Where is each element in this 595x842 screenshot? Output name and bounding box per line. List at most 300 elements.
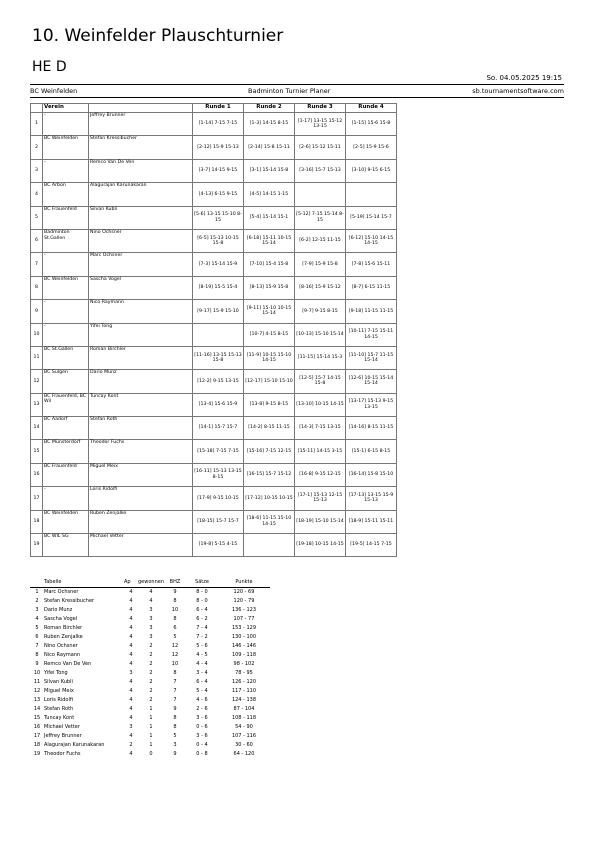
round-result: [9-18] 11-15 11-15 bbox=[346, 300, 397, 323]
player-row bbox=[31, 253, 397, 276]
player-row bbox=[31, 323, 397, 346]
round-result: [12-6] 10-15 15-14 15-14 bbox=[346, 370, 397, 393]
standings-points: 98 - 102 bbox=[233, 661, 255, 667]
standings-sets: 4 - 6 bbox=[196, 697, 208, 703]
round-result: [5-12] 7-15 15-14 8-15 bbox=[295, 206, 346, 229]
player-club: BC Frauenfeld bbox=[43, 463, 89, 486]
player-number: 12 bbox=[31, 370, 43, 393]
player-number: 10 bbox=[31, 323, 43, 346]
round-result: [13-8] 9-15 8-15 bbox=[244, 393, 295, 416]
player-club: BC Weinfelden bbox=[43, 276, 89, 299]
standings-played: 2 bbox=[129, 742, 133, 748]
standings-position: 4 bbox=[35, 616, 39, 622]
player-club: BC Frauenfeld bbox=[43, 206, 89, 229]
standings-player-name: Loris Ridolfi bbox=[44, 697, 74, 703]
standings-points: 107 - 116 bbox=[231, 733, 257, 739]
standings-bhz: 10 bbox=[171, 661, 179, 667]
header-row bbox=[30, 86, 564, 97]
standings-row bbox=[30, 669, 270, 678]
standings-row bbox=[30, 723, 270, 732]
player-name: Ruben Zenjalke bbox=[89, 510, 193, 533]
player-number: 17 bbox=[31, 487, 43, 510]
player-number: 9 bbox=[31, 300, 43, 323]
standings-sets: 4 - 5 bbox=[196, 652, 208, 658]
player-club: - bbox=[43, 487, 89, 510]
player-number: 6 bbox=[31, 229, 43, 252]
standings-played: 4 bbox=[129, 715, 133, 721]
standings-sets: 7 - 2 bbox=[196, 634, 208, 640]
round-result: [18-19] 15-10 15-14 bbox=[295, 510, 346, 533]
round-result: [18-6] 11-15 15-10 14-15 bbox=[244, 510, 295, 533]
standings-points: 54 - 90 bbox=[235, 724, 253, 730]
player-row bbox=[31, 510, 397, 533]
standings-sets: 2 - 6 bbox=[196, 706, 208, 712]
player-number: 11 bbox=[31, 346, 43, 369]
standings-sets: 0 - 6 bbox=[196, 724, 208, 730]
standings-row bbox=[30, 597, 270, 606]
standings-played: 4 bbox=[129, 589, 133, 595]
standings-played: 4 bbox=[129, 751, 133, 757]
round-result: [8-7] 6-15 11-15 bbox=[346, 276, 397, 299]
standings-player-name: Nino Ochsner bbox=[44, 643, 78, 649]
round-result: [15-18] 7-15 7-15 bbox=[193, 440, 244, 463]
round-result: [11-10] 15-7 11-15 15-14 bbox=[346, 346, 397, 369]
round-result: [6-18] 15-11 10-15 15-14 bbox=[244, 229, 295, 252]
standings-won: 1 bbox=[149, 733, 153, 739]
player-name: Remco Van De Ven bbox=[89, 159, 193, 182]
standings-bhz: 9 bbox=[173, 706, 177, 712]
round-result: [4-13] 6-15 9-15 bbox=[193, 183, 244, 206]
standings-played: 3 bbox=[129, 724, 133, 730]
player-name: Alagurajan Karunakaran bbox=[89, 183, 193, 206]
round-result: [12-2] 9-15 13-15 bbox=[193, 370, 244, 393]
standings-header-sets: Sätze bbox=[186, 578, 218, 588]
round-result: [11-15] 15-14 15-3 bbox=[295, 346, 346, 369]
standings-header-won: gewonnen bbox=[138, 578, 164, 588]
player-number: 15 bbox=[31, 440, 43, 463]
standings-table bbox=[30, 578, 270, 759]
round-result: [14-1] 15-7 15-7 bbox=[193, 417, 244, 440]
round-result: [19-8] 5-15 4-15 bbox=[193, 534, 244, 557]
standings-won: 2 bbox=[149, 643, 153, 649]
round-result: [8-16] 15-9 15-12 bbox=[295, 276, 346, 299]
standings-won: 2 bbox=[149, 688, 153, 694]
grid-body bbox=[31, 113, 397, 557]
round-result: [13-17] 15-13 9-15 13-15 bbox=[346, 393, 397, 416]
player-club: BC Münsterdorf bbox=[43, 440, 89, 463]
standings-row bbox=[30, 696, 270, 705]
standings-position: 18 bbox=[33, 742, 41, 748]
standings-won: 2 bbox=[149, 661, 153, 667]
standings-bhz: 10 bbox=[171, 607, 179, 613]
standings-player-name: Stefan Kressibucher bbox=[44, 598, 95, 604]
round-result: [9-17] 15-9 15-10 bbox=[193, 300, 244, 323]
draw-name: HE D bbox=[32, 59, 67, 75]
standings-row bbox=[30, 588, 270, 598]
player-row bbox=[31, 393, 397, 416]
round-result: [19-18] 10-15 14-15 bbox=[295, 534, 346, 557]
standings-won: 1 bbox=[149, 742, 153, 748]
standings-player-name: Silvan Kubli bbox=[44, 679, 73, 685]
standings-won: 2 bbox=[149, 679, 153, 685]
standings-won: 3 bbox=[149, 616, 153, 622]
standings-played: 4 bbox=[129, 616, 133, 622]
standings-position: 9 bbox=[35, 661, 39, 667]
standings-played: 4 bbox=[129, 679, 133, 685]
standings-row bbox=[30, 741, 270, 750]
standings-won: 2 bbox=[149, 652, 153, 658]
round-result: [15-16] 7-15 12-15 bbox=[244, 440, 295, 463]
player-number: 18 bbox=[31, 510, 43, 533]
player-club: - bbox=[43, 159, 89, 182]
round-result: [5-19] 15-14 15-7 bbox=[346, 206, 397, 229]
player-row bbox=[31, 113, 397, 136]
player-name: Stefan Kressibucher bbox=[89, 136, 193, 159]
player-name: Michael Vetter bbox=[89, 534, 193, 557]
standings-points: 153 - 129 bbox=[231, 625, 257, 631]
round-result: [1-17] 13-15 15-12 13-15 bbox=[295, 113, 346, 136]
round-grid bbox=[30, 103, 397, 557]
round-result: [7-8] 15-6 15-11 bbox=[346, 253, 397, 276]
player-number: 19 bbox=[31, 534, 43, 557]
standings-bhz: 8 bbox=[173, 670, 177, 676]
standings-played: 4 bbox=[129, 598, 133, 604]
planner-name: Badminton Turnier Planer bbox=[248, 87, 331, 95]
standings-bhz: 8 bbox=[173, 598, 177, 604]
grid-header-round-2: Runde 2 bbox=[244, 104, 295, 113]
standings-points: 124 - 138 bbox=[231, 697, 257, 703]
player-club: BC Weinfelden bbox=[43, 136, 89, 159]
round-result: [7-10] 15-4 15-8 bbox=[244, 253, 295, 276]
round-result: [10-11] 7-15 15-11 14-15 bbox=[346, 323, 397, 346]
round-result bbox=[244, 534, 295, 557]
standings-player-name: Michael Vetter bbox=[44, 724, 80, 730]
standings-bhz: 12 bbox=[171, 652, 179, 658]
standings-sets: 0 - 4 bbox=[196, 742, 208, 748]
player-name: Loris Ridolfi bbox=[89, 487, 193, 510]
standings-bhz: 8 bbox=[173, 724, 177, 730]
standings-bhz: 5 bbox=[173, 634, 177, 640]
player-club: BC Arbon bbox=[43, 183, 89, 206]
standings-player-name: Yifei Tong bbox=[44, 670, 68, 676]
standings-played: 3 bbox=[129, 670, 133, 676]
standings-won: 3 bbox=[149, 634, 153, 640]
round-result: [16-15] 15-7 15-12 bbox=[244, 463, 295, 486]
standings-sets: 4 - 4 bbox=[196, 661, 208, 667]
player-row bbox=[31, 534, 397, 557]
standings-played: 4 bbox=[129, 661, 133, 667]
standings-points: 146 - 146 bbox=[231, 643, 257, 649]
round-result: [16-11] 15-13 13-15 8-15 bbox=[193, 463, 244, 486]
player-name: Miguel Meix bbox=[89, 463, 193, 486]
standings-row bbox=[30, 660, 270, 669]
standings-bhz: 7 bbox=[173, 697, 177, 703]
standings-position: 12 bbox=[33, 688, 41, 694]
round-result: [17-1] 15-13 12-15 15-13 bbox=[295, 487, 346, 510]
standings-player-name: Theodor Fuchs bbox=[44, 751, 81, 757]
standings-sets: 8 - 0 bbox=[196, 589, 208, 595]
round-result bbox=[346, 183, 397, 206]
player-name: Nico Raymann bbox=[89, 300, 193, 323]
standings-position: 7 bbox=[35, 643, 39, 649]
standings-played: 4 bbox=[129, 625, 133, 631]
standings-bhz: 6 bbox=[173, 625, 177, 631]
standings-played: 4 bbox=[129, 697, 133, 703]
standings-player-name: Sascha Vogel bbox=[44, 616, 78, 622]
player-name: Stefan Roth bbox=[89, 417, 193, 440]
standings-position: 13 bbox=[33, 697, 41, 703]
standings-row bbox=[30, 615, 270, 624]
round-result: [1-14] 7-15 7-15 bbox=[193, 113, 244, 136]
standings-player-name: Roman Birchler bbox=[44, 625, 83, 631]
standings-won: 2 bbox=[149, 670, 153, 676]
standings-player-name: Alagurajan Karunakaran bbox=[44, 742, 105, 748]
standings-sets: 6 - 2 bbox=[196, 616, 208, 622]
round-result: [5-4] 15-14 15-1 bbox=[244, 206, 295, 229]
standings-row bbox=[30, 687, 270, 696]
round-result: [11-16] 13-15 15-13 15-8 bbox=[193, 346, 244, 369]
player-row bbox=[31, 463, 397, 486]
round-result: [8-19] 15-5 15-4 bbox=[193, 276, 244, 299]
round-result: [1-15] 15-6 15-8 bbox=[346, 113, 397, 136]
standings-position: 10 bbox=[33, 670, 41, 676]
round-result: [6-12] 15-10 14-15 14-15 bbox=[346, 229, 397, 252]
round-result: [6-5] 15-13 10-15 15-8 bbox=[193, 229, 244, 252]
player-row bbox=[31, 440, 397, 463]
player-row bbox=[31, 183, 397, 206]
grid-header-blank bbox=[31, 104, 43, 113]
standings-points: 107 - 77 bbox=[233, 616, 255, 622]
player-name: Roman Birchler bbox=[89, 346, 193, 369]
round-result: [3-16] 15-7 15-13 bbox=[295, 159, 346, 182]
standings-played: 4 bbox=[129, 634, 133, 640]
grid-header-round-4: Runde 4 bbox=[346, 104, 397, 113]
round-result: [2-5] 15-9 15-6 bbox=[346, 136, 397, 159]
round-result: [7-3] 15-14 15-9 bbox=[193, 253, 244, 276]
standings-points: 120 - 69 bbox=[233, 589, 255, 595]
player-row bbox=[31, 370, 397, 393]
header-rule-bottom bbox=[30, 97, 564, 98]
site-link[interactable]: sb.tournamentsoftware.com bbox=[472, 87, 564, 95]
standings-won: 2 bbox=[149, 697, 153, 703]
standings-points: 30 - 60 bbox=[235, 742, 253, 748]
standings-points: 108 - 118 bbox=[231, 715, 257, 721]
round-result: [14-3] 7-15 13-15 bbox=[295, 417, 346, 440]
standings-player-name: Remco Van De Ven bbox=[44, 661, 92, 667]
round-result: [2-14] 15-8 15-11 bbox=[244, 136, 295, 159]
standings-position: 6 bbox=[35, 634, 39, 640]
standings-header-table: Tabelle bbox=[44, 578, 124, 588]
standings-bhz: 9 bbox=[173, 589, 177, 595]
standings-won: 1 bbox=[149, 724, 153, 730]
player-name: Tuncay Kont bbox=[89, 393, 193, 416]
standings-sets: 3 - 6 bbox=[196, 715, 208, 721]
player-name: Marc Ochsner bbox=[89, 253, 193, 276]
standings-position: 19 bbox=[33, 751, 41, 757]
standings-header-bhz: BHZ bbox=[164, 578, 186, 588]
round-result: [8-13] 15-9 15-8 bbox=[244, 276, 295, 299]
round-result: [4-5] 14-15 1-15 bbox=[244, 183, 295, 206]
player-row bbox=[31, 136, 397, 159]
standings-row bbox=[30, 642, 270, 651]
player-number: 4 bbox=[31, 183, 43, 206]
standings-points: 109 - 118 bbox=[231, 652, 257, 658]
player-row bbox=[31, 346, 397, 369]
player-row bbox=[31, 159, 397, 182]
round-result: [17-9] 9-15 10-15 bbox=[193, 487, 244, 510]
player-club: - bbox=[43, 323, 89, 346]
player-name: Sascha Vogel bbox=[89, 276, 193, 299]
player-name: Nino Ochsner bbox=[89, 229, 193, 252]
round-result: [3-10] 9-15 6-15 bbox=[346, 159, 397, 182]
player-row bbox=[31, 276, 397, 299]
round-result bbox=[295, 183, 346, 206]
player-club: Badminton St.Gallen bbox=[43, 229, 89, 252]
standings-played: 4 bbox=[129, 706, 133, 712]
standings-points: 87 - 104 bbox=[233, 706, 255, 712]
grid-header-round-1: Runde 1 bbox=[193, 104, 244, 113]
standings-row bbox=[30, 624, 270, 633]
standings-row bbox=[30, 633, 270, 642]
standings-bhz: 12 bbox=[171, 643, 179, 649]
round-result: [9-11] 15-10 10-15 15-14 bbox=[244, 300, 295, 323]
standings-sets: 3 - 6 bbox=[196, 733, 208, 739]
standings-position: 2 bbox=[35, 598, 39, 604]
standings-points: 136 - 123 bbox=[231, 607, 257, 613]
standings-sets: 5 - 6 bbox=[196, 643, 208, 649]
standings-bhz: 7 bbox=[173, 679, 177, 685]
player-number: 14 bbox=[31, 417, 43, 440]
standings-won: 1 bbox=[149, 706, 153, 712]
player-name: Theodor Fuchs bbox=[89, 440, 193, 463]
round-result: [9-7] 9-15 8-15 bbox=[295, 300, 346, 323]
player-row bbox=[31, 206, 397, 229]
standings-row bbox=[30, 714, 270, 723]
standings-sets: 6 - 4 bbox=[196, 607, 208, 613]
standings-player-name: Tuncay Kont bbox=[44, 715, 75, 721]
round-result: [15-1] 6-15 8-15 bbox=[346, 440, 397, 463]
round-result: [17-12] 10-15 10-15 bbox=[244, 487, 295, 510]
standings-position: 17 bbox=[33, 733, 41, 739]
standings-sets: 7 - 4 bbox=[196, 625, 208, 631]
standings-bhz: 8 bbox=[173, 616, 177, 622]
standings-sets: 0 - 8 bbox=[196, 751, 208, 757]
standings-points: 64 - 120 bbox=[233, 751, 255, 757]
standings-won: 4 bbox=[149, 589, 153, 595]
player-club: - bbox=[43, 300, 89, 323]
player-name: Dario Munz bbox=[89, 370, 193, 393]
standings-player-name: Jeffrey Brunner bbox=[44, 733, 82, 739]
standings-player-name: Miguel Meix bbox=[44, 688, 74, 694]
standings-bhz: 9 bbox=[173, 751, 177, 757]
standings-position: 15 bbox=[33, 715, 41, 721]
player-club: BC Sulgen bbox=[43, 370, 89, 393]
round-result: [2-6] 15-12 15-11 bbox=[295, 136, 346, 159]
standings-row bbox=[30, 750, 270, 759]
print-date: So. 04.05.2025 19:15 bbox=[486, 74, 562, 82]
player-number: 1 bbox=[31, 113, 43, 136]
standings-position: 5 bbox=[35, 625, 39, 631]
round-result: [14-16] 8-15 11-15 bbox=[346, 417, 397, 440]
standings-won: 0 bbox=[149, 751, 153, 757]
round-result: [11-9] 10-15 15-10 14-15 bbox=[244, 346, 295, 369]
standings-body bbox=[30, 588, 270, 760]
standings-played: 4 bbox=[129, 652, 133, 658]
standings-played: 4 bbox=[129, 607, 133, 613]
round-result: [13-10] 10-15 14-15 bbox=[295, 393, 346, 416]
player-number: 3 bbox=[31, 159, 43, 182]
player-row bbox=[31, 487, 397, 510]
standings-sets: 3 - 4 bbox=[196, 670, 208, 676]
standings-header-ap: Ap bbox=[124, 578, 138, 588]
round-result: [16-14] 15-8 15-10 bbox=[346, 463, 397, 486]
grid-header-round-3: Runde 3 bbox=[295, 104, 346, 113]
round-result: [18-15] 15-7 15-7 bbox=[193, 510, 244, 533]
player-name: Silvan Kubli bbox=[89, 206, 193, 229]
standings-won: 4 bbox=[149, 598, 153, 604]
round-result: [14-2] 8-15 11-15 bbox=[244, 417, 295, 440]
standings-player-name: Marc Ochsner bbox=[44, 589, 79, 595]
standings-points: 130 - 100 bbox=[231, 634, 257, 640]
standings-sets: 6 - 4 bbox=[196, 679, 208, 685]
header-rule-top bbox=[30, 84, 564, 85]
player-row bbox=[31, 229, 397, 252]
round-result: [3-7] 14-15 9-15 bbox=[193, 159, 244, 182]
standings-points: 126 - 120 bbox=[231, 679, 257, 685]
club-name: BC Weinfelden bbox=[30, 87, 78, 95]
standings-won: 3 bbox=[149, 625, 153, 631]
standings-position: 3 bbox=[35, 607, 39, 613]
standings-bhz: 3 bbox=[173, 742, 177, 748]
round-result: [19-5] 14-15 7-15 bbox=[346, 534, 397, 557]
player-row bbox=[31, 300, 397, 323]
standings-played: 4 bbox=[129, 643, 133, 649]
standings-row bbox=[30, 705, 270, 714]
round-result: [1-3] 14-15 8-15 bbox=[244, 113, 295, 136]
standings-sets: 8 - 0 bbox=[196, 598, 208, 604]
round-result: [5-6] 13-15 15-10 8-15 bbox=[193, 206, 244, 229]
round-result: [10-7] 4-15 8-15 bbox=[244, 323, 295, 346]
round-result: [2-12] 15-9 15-13 bbox=[193, 136, 244, 159]
standings-points: 120 - 79 bbox=[233, 598, 255, 604]
standings-position: 11 bbox=[33, 679, 41, 685]
standings-points: 117 - 110 bbox=[231, 688, 257, 694]
standings-player-name: Ruben Zenjalke bbox=[44, 634, 83, 640]
standings-position: 14 bbox=[33, 706, 41, 712]
round-result bbox=[193, 323, 244, 346]
standings-row bbox=[30, 606, 270, 615]
player-club: BC Aadorf bbox=[43, 417, 89, 440]
standings-position: 1 bbox=[35, 589, 39, 595]
player-club: - bbox=[43, 113, 89, 136]
player-name: Jeffrey Brunner bbox=[89, 113, 193, 136]
player-number: 2 bbox=[31, 136, 43, 159]
standings-row bbox=[30, 651, 270, 660]
round-result: [10-13] 15-10 15-14 bbox=[295, 323, 346, 346]
player-row bbox=[31, 417, 397, 440]
round-result: [16-8] 9-15 12-15 bbox=[295, 463, 346, 486]
round-result: [12-17] 15-10 15-10 bbox=[244, 370, 295, 393]
round-result: [18-9] 15-11 15-11 bbox=[346, 510, 397, 533]
round-result: [17-13] 13-15 15-9 15-13 bbox=[346, 487, 397, 510]
player-club: BC Frauenfeld, BC Wil bbox=[43, 393, 89, 416]
standings-played: 4 bbox=[129, 733, 133, 739]
round-result: [12-5] 15-7 14-15 15-8 bbox=[295, 370, 346, 393]
player-club: BC WIL SG bbox=[43, 534, 89, 557]
player-name: Yifei Tong bbox=[89, 323, 193, 346]
standings-player-name: Stefan Roth bbox=[44, 706, 74, 712]
standings-played: 4 bbox=[129, 688, 133, 694]
